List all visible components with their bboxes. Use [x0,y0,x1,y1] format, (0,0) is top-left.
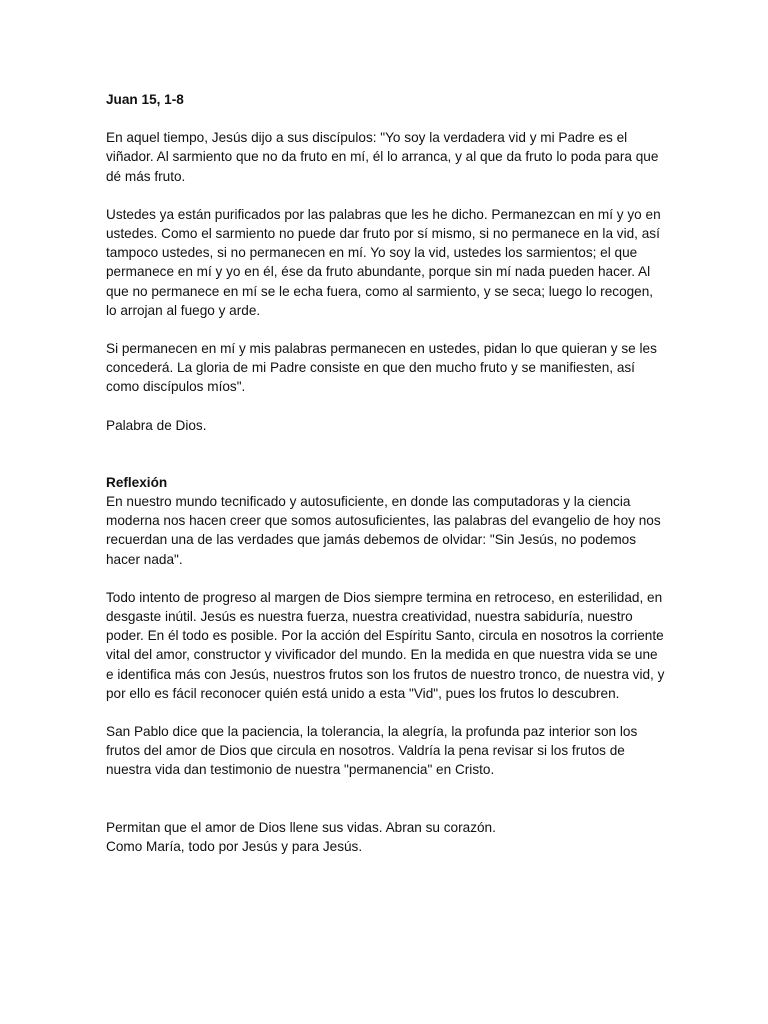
document-page [106,90,666,856]
reflection-heading: Reflexión [106,474,168,490]
reflection-paragraph-1: En nuestro mundo tecnificado y autosuficiente, en donde las computadoras y la ciencia moderna nos hacen creer que somos autosuficientes, las palabras del evangelio de hoy nos recuerdan una de las verdades que jamás debemos de olvidar: "Sin Jesús, no podemos hacer nada". [106,494,661,567]
gospel-paragraph-2: Ustedes ya están purificados por las palabras que les he dicho. Permanezcan en mí y yo en ustedes. Como el sarmiento no puede dar fruto por sí mismo, si no permanece en la vid, así tampoco ustedes, si no permanecen en mí. Yo soy la vid, ustedes los sarmientos; el que permanece en mí y yo en él, ése da fruto abundante, porque sin mí nada pueden hacer. Al que no permanece en mí se le echa fuera, como al sarmiento, y se seca; luego lo recogen, lo arrojan al fuego y arde. [106,206,661,318]
closing-line-1: Permitan que el amor de Dios llene sus vidas. Abran su corazón. [106,819,496,835]
gospel-paragraph-3: Si permanecen en mí y mis palabras permanecen en ustedes, pidan lo que quieran y se les concederá. La gloria de mi Padre consiste en que den mucho fruto y se manifiesten, así como discípulos míos". [106,341,657,395]
closing-line-2: Como María, todo por Jesús y para Jesús. [106,838,363,854]
gospel-closing: Palabra de Dios. [106,417,207,433]
reflection-paragraph-2: Todo intento de progreso al margen de Dios siempre termina en retroceso, en esterilidad, en desgaste inútil. Jesús es nuestra fuerza, nuestra creatividad, nuestra sabiduría, nuestro poder. En él todo es posible. Por la acción del Espíritu Santo, circula en nosotros la corriente vital del amor, constructor y vivificador del mundo. En la medida en que nuestra vida se une e identifica más con Jesús, nuestros frutos son los frutos de nuestro tronco, de nuestra vid, y por ello es fácil reconocer quién está unido a esta "Vid", pues los frutos lo descubren. [106,589,665,701]
scripture-reference: Juan 15, 1-8 [106,92,184,107]
reflection-paragraph-3: San Pablo dice que la paciencia, la tolerancia, la alegría, la profunda paz interior son los frutos del amor de Dios que circula en nosotros. Valdría la pena revisar si los frutos de nuestra vida dan testimonio de nuestra "permanencia" en Cristo. [106,724,638,778]
gospel-paragraph-1: En aquel tiempo, Jesús dijo a sus discípulos: "Yo soy la verdadera vid y mi Padre es el viñador. Al sarmiento que no da fruto en mí, él lo arranca, y al que da fruto lo poda para que dé más fruto. [106,130,659,184]
